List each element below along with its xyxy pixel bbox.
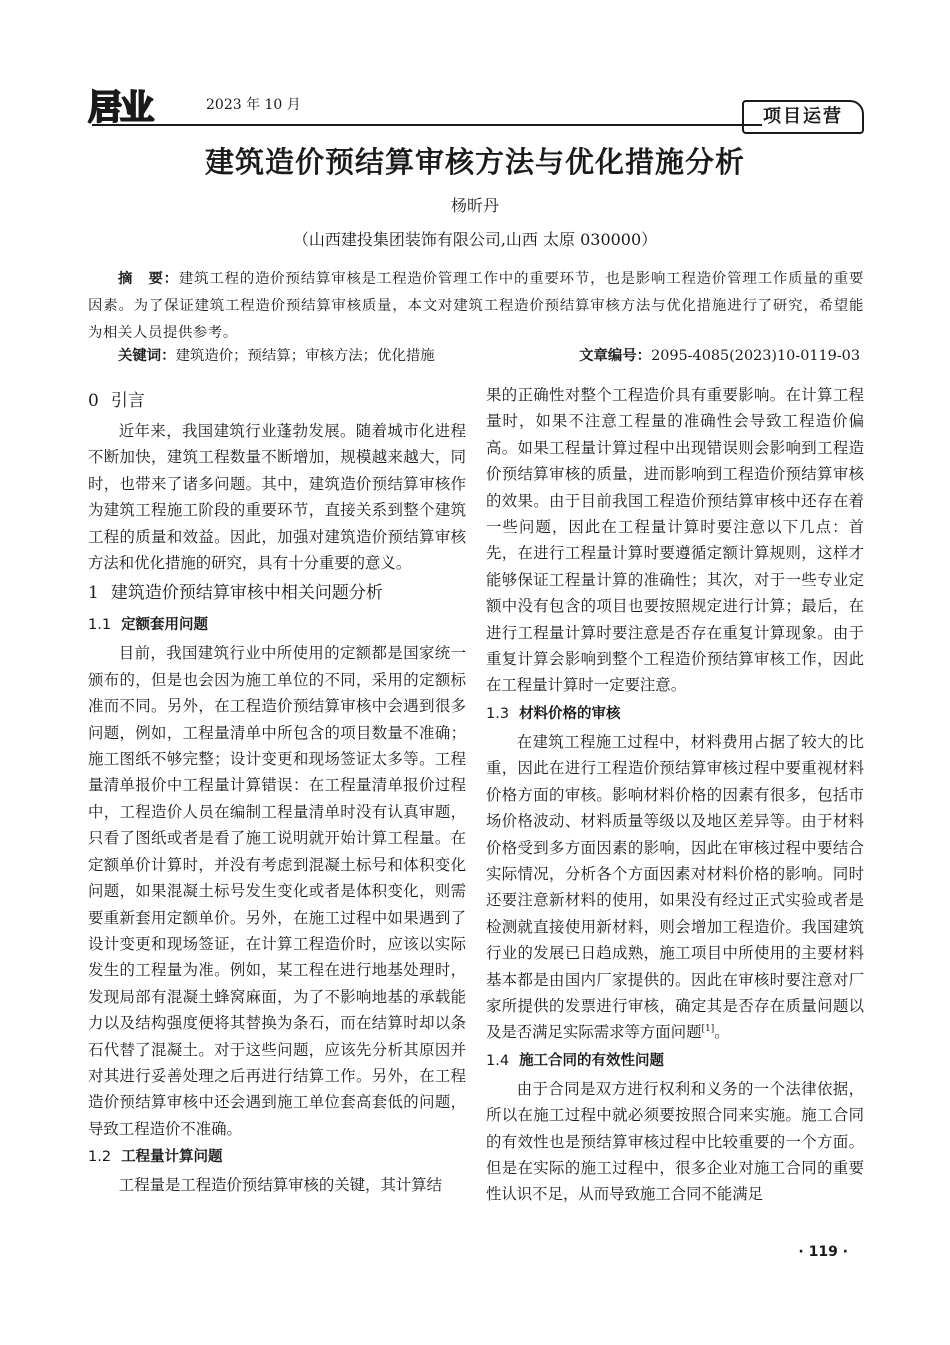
right-column	[486, 382, 864, 1208]
subsection-heading-1-3	[486, 699, 864, 729]
subsection-heading-1-2	[88, 1142, 466, 1172]
paragraph: 目前，我国建筑行业中所使用的定额都是国家统一颁布的，但是也会因为施工单位的不同，采用的定额标准而不同。另外，在工程造价预结算审核中会遇到很多问题，例如，工程量清单中所包含的项目数量不准确；施工图纸不够完整；设计变更和现场签证太多等。工程量清单报价中工程量计算错误：在工程量清单报价过程中，工程造价人员在编制工程量清单时没有认真审题，只看了图纸或者是看了施工说明就开始计算工程量。在定额单价计算时，并没有考虑到混凝土标号和体积变化问题，如果混凝土标号发生变化或者是体积变化，则需要重新套用定额单价。另外，在施工过程中如果遇到了设计变更和现场签证，在计算工程造价时，应该以实际发生的工程量为准。例如，某工程在进行地基处理时，发现局部有混凝土蜂窝麻面，为了不影响地基的承载能力以及结构强度便将其替换为条石，而在结算时却以条石代替了混凝土。对于这些问题，应该先分析其原因并对其进行妥善处理之后再进行结算工作。另外，在工程造价预结算审核中还会遇到施工单位套高套低的问题，导致工程造价不准确。	[88, 644, 466, 1138]
paragraph	[486, 729, 864, 1046]
left-column	[88, 384, 466, 1199]
paragraph: 由于合同是双方进行权利和义务的一个法律依据，所以在施工过程中就必须要按照合同来实施。施工合同的有效性也是预结算审核过程中比较重要的一个方面。但是在实际的施工过程中，很多企业对施工合同的重要性认识不足，从而导致施工合同不能满足	[486, 1079, 864, 1204]
article-title: 建筑造价预结算审核方法与优化措施分析	[204, 145, 745, 179]
section-heading-0	[88, 384, 466, 418]
article-number-label: 文章编号：	[579, 348, 652, 364]
author-name: 杨昕丹	[450, 196, 499, 215]
subsection-number: 1.2	[88, 1149, 112, 1166]
article-number-value: 2095-4085(2023)10-0119-03	[651, 348, 860, 364]
article-number	[579, 344, 860, 365]
subsection-number: 1.4	[486, 1052, 510, 1069]
issue-date: 2023 年 10 月	[206, 97, 301, 113]
paragraph: 工程量是工程造价预结算审核的关键，其计算结	[118, 1176, 443, 1195]
abstract-text: 建筑工程的造价预结算审核是工程造价管理工作中的重要环节，也是影响工程造价管理工作质量的重要因素。为了保证建筑工程造价预结算审核质量，本文对建筑工程造价预结算审核方法与优化措施进行了研究，希望能为相关人员提供参考。	[88, 271, 864, 341]
author-affiliation: （山西建投集团装饰有限公司,山西 太原 030000）	[292, 230, 658, 249]
subsection-title: 工程量计算问题	[121, 1149, 223, 1166]
paragraph: 近年来，我国建筑行业蓬勃发展。随着城市化进程不断加快，建筑工程数量不断增加，规模越来越大，同时，也带来了诸多问题。其中，建筑造价预结算审核作为建筑工程施工阶段的重要环节，直接关系到整个建筑工程的质量和效益。因此，加强对建筑造价预结算审核方法和优化措施的研究，具有十分重要的意义。	[88, 422, 466, 573]
page-number: · 119 ·	[798, 1244, 848, 1260]
header-rule	[92, 124, 762, 126]
keywords-text: 建筑造价；预结算；审核方法；优化措施	[175, 348, 435, 364]
subsection-number: 1.3	[486, 705, 510, 722]
section-title: 引言	[110, 391, 145, 411]
section-heading-1	[88, 576, 466, 610]
abstract-label: 摘 要：	[118, 271, 179, 287]
paragraph-text: 在建筑工程施工过程中，材料费用占据了较大的比重，因此在进行工程造价预结算审核过程中要重视材料价格方面的审核。影响材料价格的因素有很多，包括市场价格波动、材料质量等级以及地区差异等。由于材料价格受到多方面因素的影响，因此在审核过程中要结合实际情况，分析各个方面因素对材料价格的影响。同时还要注意新材料的使用，如果没有经过正式实验或者是检测就直接使用新材料，则会增加工程造价。我国建筑行业的发展已日趋成熟，施工项目中所使用的主要材料基本都是由国内厂家提供的。因此在审核时要注意对厂家所提供的发票进行审核，确定其是否存在质量问题以及是否满足实际需求等方面问题	[486, 732, 864, 1042]
subsection-title: 定额套用问题	[121, 617, 209, 634]
subsection-title: 施工合同的有效性问题	[519, 1052, 665, 1069]
abstract	[88, 266, 864, 347]
citation-ref[interactable]: [1]	[701, 1024, 715, 1035]
paragraph-continued: 果的正确性对整个工程造价具有重要影响。在计算工程量时，如果不注意工程量的准确性会导致工程造价偏高。如果工程量计算过程中出现错误则会影响到工程造价预结算审核的质量，进而影响到工程造价预结算审核的效果。由于目前我国工程造价预结算审核中还存在着一些问题，因此在工程量计算时要注意以下几点：首先，在进行工程量计算时要遵循定额计算规则，这样才能够保证工程量计算的准确性；其次，对于一些专业定额中没有包含的项目也要按照规定进行计算；最后，在进行工程量计算时要注意是否存在重复计算现象。由于重复计算会影响到整个工程造价预结算审核工作，因此在工程量计算时一定要注意。	[486, 386, 864, 695]
subsection-title: 材料价格的审核	[519, 705, 621, 722]
section-number: 1	[88, 583, 99, 604]
keywords-label: 关键词：	[118, 348, 176, 364]
paragraph-end: 。	[714, 1023, 730, 1042]
subsection-number: 1.1	[88, 617, 112, 634]
journal-logo: 居业	[88, 88, 152, 128]
section-tag: 项目运营	[742, 100, 864, 134]
section-number: 0	[88, 391, 99, 411]
section-title: 建筑造价预结算审核中相关问题分析	[110, 583, 383, 604]
subsection-heading-1-1	[88, 610, 466, 640]
keywords	[118, 344, 435, 365]
subsection-heading-1-4	[486, 1046, 864, 1076]
